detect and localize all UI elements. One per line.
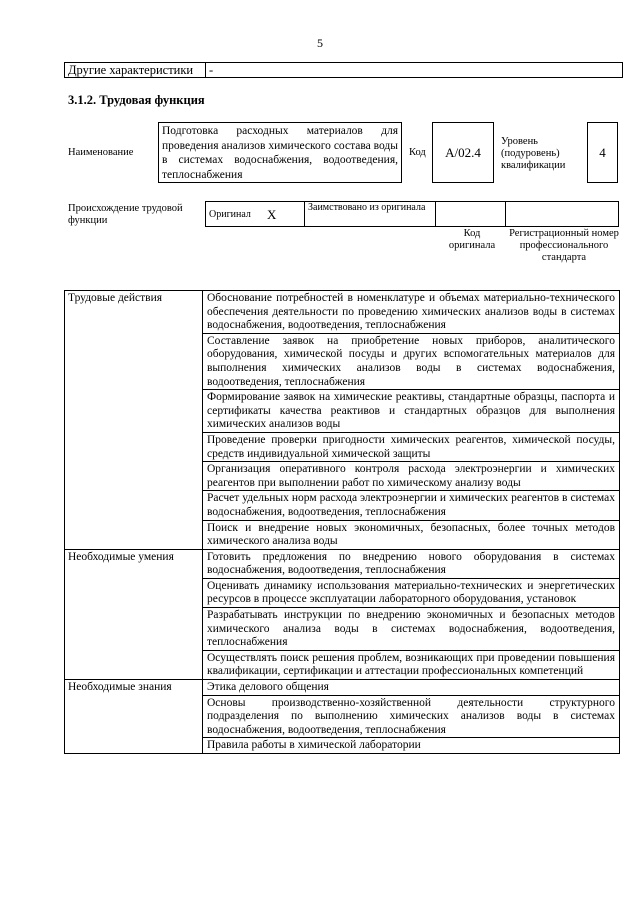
name-label: Наименование (68, 147, 134, 158)
table-row (65, 680, 620, 696)
section-title-actions: Трудовые действия (65, 291, 203, 550)
list-item: Разрабатывать инструкции по внедрению экономичных и безопасных методов химического анализа воды в системах водоснабжения, водоотведения, теплоснабжения (203, 608, 620, 651)
list-item: Правила работы в химической лаборатории (203, 738, 620, 754)
list-item: Этика делового общения (203, 680, 620, 696)
list-item: Проведение проверки пригодности химических реагентов, химической посуды, средств индивидуальной химической защиты (203, 432, 620, 461)
original-mark: X (264, 202, 305, 227)
borrowed-label: Заимствовано из оригинала (305, 202, 436, 227)
origin-label: Происхождение трудовой функции (68, 203, 183, 226)
list-item: Формирование заявок на химические реактивы, стандартные образцы, паспорта и сертификаты качества реактивов и стандартных образцов для выполнения химических анализов воды (203, 390, 620, 433)
other-characteristics-label: Другие характеристики (65, 63, 206, 78)
main-table (64, 290, 620, 754)
section-heading: 3.1.2. Трудовая функция (68, 93, 205, 107)
function-code-box: А/02.4 (432, 122, 494, 183)
level-box: 4 (587, 122, 618, 183)
list-item: Основы производственно-хозяйственной деятельности структурного подразделения по выполнению химических анализов воды в системах водоснабжения, водоотведения, теплоснабжения (203, 695, 620, 738)
list-item: Готовить предложения по внедрению нового оборудования в системах водоснабжения, водоотведения, теплоснабжения (203, 549, 620, 578)
original-code-cell (436, 202, 506, 227)
list-item: Поиск и внедрение новых экономичных, безопасных, более точных методов химического анализа воды (203, 520, 620, 549)
section-title-knowledge: Необходимые знания (65, 680, 203, 754)
list-item: Осуществлять поиск решения проблем, возникающих при проведении повышения квалификации, сертификации и аттестации профессиональных компетенций (203, 650, 620, 679)
level-label: Уровень (подуровень) квалификации (501, 136, 566, 171)
origin-table (205, 201, 619, 227)
registration-caption: Регистрационный номер профессионального стандарта (509, 228, 619, 263)
original-label: Оригинал (206, 202, 265, 227)
other-characteristics-value: - (206, 63, 623, 78)
other-characteristics-table (64, 62, 623, 78)
list-item: Организация оперативного контроля расхода электроэнергии и химических реагентов при выполнении работ по химическому анализу воды (203, 462, 620, 491)
page-number: 5 (317, 36, 323, 50)
function-name-box: Подготовка расходных материалов для проведения анализов химического состава воды в системах водоснабжения, водоотведения, теплоснабжения (158, 122, 402, 183)
code-original-caption: Код оригинала (448, 228, 496, 251)
section-title-skills: Необходимые умения (65, 549, 203, 679)
list-item: Расчет удельных норм расхода электроэнергии и химических реагентов в системах водоснабжения, водоотведения, теплоснабжения (203, 491, 620, 520)
code-label: Код (409, 147, 426, 158)
list-item: Обоснование потребностей в номенклатуре и объемах материально-технического обеспечения деятельности по проведению химических анализов воды в системах водоснабжения, водоотведения, теплоснабжения (203, 291, 620, 334)
table-row (65, 549, 620, 578)
registration-number-cell (506, 202, 619, 227)
list-item: Составление заявок на приобретение новых приборов, аналитического оборудования, химической посуды и других вспомогательных материалов для выполнения химических анализов воды в системах водоснабжения, водоотведения, теплоснабжения (203, 333, 620, 389)
list-item: Оценивать динамику использования материально-технических и энергетических ресурсов в процессе эксплуатации лабораторного оборудования, установок (203, 578, 620, 607)
table-row (65, 291, 620, 334)
